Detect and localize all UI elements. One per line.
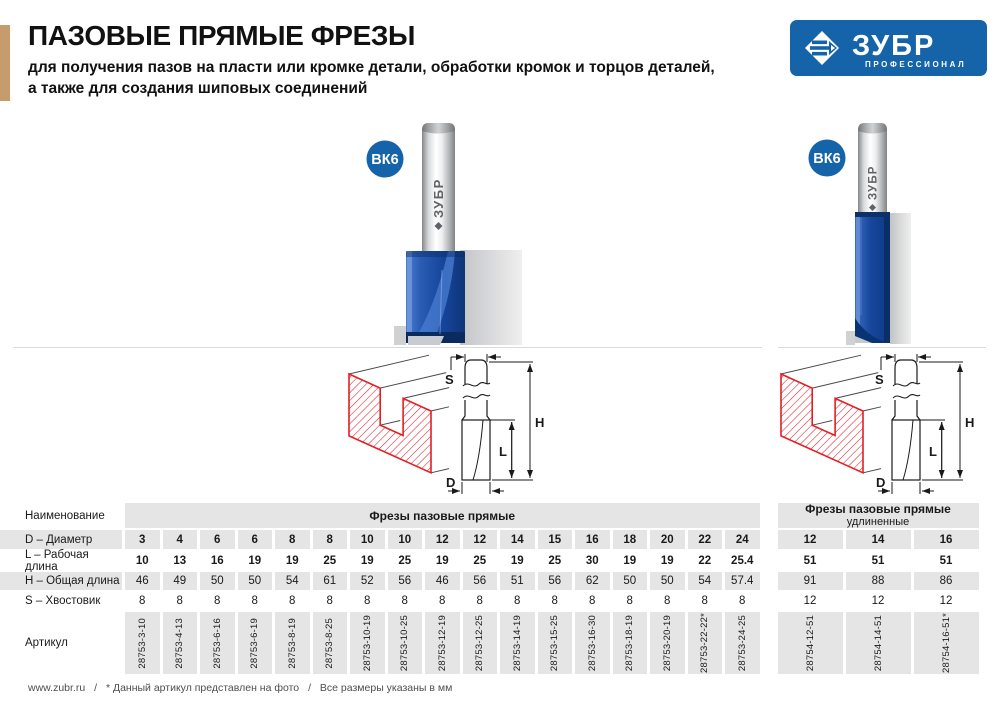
main-d-value: 4 xyxy=(163,530,198,549)
dim-label-d: D xyxy=(446,475,456,490)
table-gap xyxy=(763,612,775,674)
ext-article-number: 28754-16-51* xyxy=(914,612,979,674)
main-l-value: 19 xyxy=(435,554,449,567)
dim-label-h: H xyxy=(535,415,545,430)
dimension-diagram-short xyxy=(340,352,558,502)
main-l-value: 19 xyxy=(510,554,524,567)
main-d-value: 20 xyxy=(650,530,685,549)
main-l-value: 25 xyxy=(398,554,412,567)
footer-separator: / xyxy=(308,682,311,694)
ext-l-value: 51 xyxy=(871,554,885,567)
bit-cutter-head xyxy=(406,251,465,345)
main-h-value: 50 xyxy=(613,572,648,590)
router-bit-photo-long xyxy=(790,110,965,350)
badge-label: ВК6 xyxy=(371,152,399,168)
main-s-value: 8 xyxy=(139,595,146,607)
main-d-value: 10 xyxy=(350,530,385,549)
main-h-value: 56 xyxy=(388,572,423,590)
dimension-diagram-long xyxy=(772,352,990,502)
subtitle-line-1: для получения пазов на пласти или кромке детали, обработки кромок и торцов деталей, xyxy=(28,59,715,76)
main-l-value: 30 xyxy=(585,554,599,567)
grooved-workpiece-drawing xyxy=(349,355,449,473)
main-l-value: 10 xyxy=(135,554,149,567)
row-label-d: D – Диаметр xyxy=(0,530,122,549)
main-l-value: 25 xyxy=(473,554,487,567)
row-label-articles: Артикул xyxy=(25,637,68,649)
main-article-number: 28753-24-25 xyxy=(725,612,760,674)
ext-d-value: 14 xyxy=(846,530,911,549)
main-h-value: 46 xyxy=(425,572,460,590)
main-h-value: 56 xyxy=(463,572,498,590)
specification-table xyxy=(0,503,979,674)
main-article-number: 28753-6-16 xyxy=(200,612,235,674)
main-s-value: 8 xyxy=(589,595,596,607)
main-d-value: 8 xyxy=(313,530,348,549)
main-h-value: 50 xyxy=(650,572,685,590)
ext-s-value: 12 xyxy=(939,595,953,607)
logo-wordmark: ЗУБР xyxy=(852,30,936,62)
ext-l-value: 51 xyxy=(939,554,953,567)
main-s-value: 8 xyxy=(326,595,333,607)
ext-s-value: 12 xyxy=(803,595,817,607)
main-l-value: 13 xyxy=(173,554,187,567)
main-article-number: 28753-10-25 xyxy=(388,612,423,674)
main-l-value: 19 xyxy=(285,554,299,567)
footer-url: www.zubr.ru xyxy=(28,682,86,694)
vk6-badge xyxy=(367,141,404,178)
ext-h-value: 88 xyxy=(846,572,911,590)
main-s-value: 8 xyxy=(664,595,671,607)
main-s-value: 8 xyxy=(476,595,483,607)
badge-label: ВК6 xyxy=(813,151,841,167)
main-d-value: 6 xyxy=(238,530,273,549)
ext-l-value: 51 xyxy=(803,554,817,567)
accent-bar xyxy=(0,25,10,101)
dim-label-d: D xyxy=(876,475,886,490)
main-s-value: 8 xyxy=(251,595,258,607)
main-article-number: 28753-10-19 xyxy=(350,612,385,674)
main-l-value: 19 xyxy=(660,554,674,567)
main-l-value: 25.4 xyxy=(731,554,754,567)
router-bit-photo-short xyxy=(350,110,525,350)
main-article-number: 28753-12-25 xyxy=(463,612,498,674)
vk6-badge xyxy=(809,140,846,177)
main-article-number: 28753-12-19 xyxy=(425,612,460,674)
main-l-value: 22 xyxy=(698,554,712,567)
divider-line xyxy=(778,347,986,348)
page-title: ПАЗОВЫЕ ПРЯМЫЕ ФРЕЗЫ xyxy=(28,20,416,51)
divider-line xyxy=(13,347,762,348)
main-s-value: 8 xyxy=(364,595,371,607)
ext-d-value: 16 xyxy=(914,530,979,549)
main-l-value: 25 xyxy=(548,554,562,567)
ext-h-value: 91 xyxy=(778,572,843,590)
main-d-value: 14 xyxy=(500,530,535,549)
main-s-value: 8 xyxy=(514,595,521,607)
main-l-value: 19 xyxy=(623,554,637,567)
ext-s-value: 12 xyxy=(871,595,885,607)
main-table-title: Фрезы пазовые прямые xyxy=(125,503,760,528)
logo-subtext: ПРОФЕССИОНАЛ xyxy=(865,60,967,69)
table-gap xyxy=(763,530,775,549)
table-gap xyxy=(763,551,775,570)
bit-outline-drawing xyxy=(875,354,974,494)
ext-d-value: 12 xyxy=(778,530,843,549)
dim-label-l: L xyxy=(499,444,507,459)
bit-cutter-body xyxy=(855,212,890,343)
dim-label-s: S xyxy=(445,372,454,387)
photo-backdrop xyxy=(460,250,522,345)
main-s-value: 8 xyxy=(739,595,746,607)
main-s-value: 8 xyxy=(176,595,183,607)
main-h-value: 62 xyxy=(575,572,610,590)
main-l-value: 19 xyxy=(248,554,262,567)
main-l-value: 19 xyxy=(360,554,374,567)
main-article-number: 28753-6-19 xyxy=(238,612,273,674)
ext-article-number: 28754-12-51 xyxy=(778,612,843,674)
shank-brand-text: ЗУБР xyxy=(867,165,880,200)
main-d-value: 22 xyxy=(688,530,723,549)
page-footer xyxy=(28,682,458,694)
main-article-number: 28753-3-10 xyxy=(125,612,160,674)
dim-label-s: S xyxy=(875,372,884,387)
main-d-value: 10 xyxy=(388,530,423,549)
main-s-value: 8 xyxy=(401,595,408,607)
main-l-value: 25 xyxy=(323,554,337,567)
main-h-value: 57.4 xyxy=(725,572,760,590)
row-label-name: Наименование xyxy=(25,509,105,522)
main-article-number: 28753-4-13 xyxy=(163,612,198,674)
main-s-value: 8 xyxy=(439,595,446,607)
page-subtitle xyxy=(28,57,715,99)
main-article-number: 28753-22-22* xyxy=(688,612,723,674)
main-s-value: 8 xyxy=(701,595,708,607)
main-d-value: 15 xyxy=(538,530,573,549)
main-article-number: 28753-20-19 xyxy=(650,612,685,674)
main-article-number: 28753-14-19 xyxy=(500,612,535,674)
ext-article-number: 28754-14-51 xyxy=(846,612,911,674)
main-s-value: 8 xyxy=(551,595,558,607)
main-h-value: 52 xyxy=(350,572,385,590)
subtitle-line-2: а также для создания шиповых соединений xyxy=(28,80,368,97)
grooved-workpiece-drawing xyxy=(781,355,881,473)
main-d-value: 18 xyxy=(613,530,648,549)
main-d-value: 8 xyxy=(275,530,310,549)
main-h-value: 51 xyxy=(500,572,535,590)
main-d-value: 12 xyxy=(463,530,498,549)
main-s-value: 8 xyxy=(214,595,221,607)
main-h-value: 61 xyxy=(313,572,348,590)
main-d-value: 6 xyxy=(200,530,235,549)
dim-label-l: L xyxy=(929,444,937,459)
main-h-value: 49 xyxy=(163,572,198,590)
main-article-number: 28753-18-19 xyxy=(613,612,648,674)
main-d-value: 3 xyxy=(125,530,160,549)
main-h-value: 56 xyxy=(538,572,573,590)
main-d-value: 16 xyxy=(575,530,610,549)
dim-label-h: H xyxy=(965,415,975,430)
row-label-h: H – Общая длина xyxy=(0,572,122,590)
main-h-value: 50 xyxy=(238,572,273,590)
main-article-number: 28753-15-25 xyxy=(538,612,573,674)
main-d-value: 24 xyxy=(725,530,760,549)
photo-backdrop xyxy=(890,213,911,344)
zubr-logo xyxy=(790,20,987,76)
table-gap xyxy=(763,572,775,590)
main-article-number: 28753-8-19 xyxy=(275,612,310,674)
main-h-value: 54 xyxy=(688,572,723,590)
main-h-value: 54 xyxy=(275,572,310,590)
shank-brand-text: ЗУБР xyxy=(431,178,446,218)
ext-table-title: Фрезы пазовые прямые удлиненные xyxy=(778,503,979,528)
table-gap xyxy=(763,503,775,528)
bit-shank xyxy=(858,123,887,214)
main-l-value: 16 xyxy=(210,554,224,567)
main-article-number: 28753-16-30 xyxy=(575,612,610,674)
zubr-beaver-icon xyxy=(804,30,840,66)
table-gap xyxy=(763,592,775,610)
row-label-l: L – Рабочая длина xyxy=(25,548,89,573)
footer-note-photo: * Данный артикул представлен на фото xyxy=(105,682,300,694)
main-h-value: 50 xyxy=(200,572,235,590)
ext-h-value: 86 xyxy=(914,572,979,590)
main-h-value: 46 xyxy=(125,572,160,590)
main-d-value: 12 xyxy=(425,530,460,549)
footer-separator: / xyxy=(94,682,98,694)
row-label-s: S – Хвостовик xyxy=(25,595,101,607)
main-article-number: 28753-8-25 xyxy=(313,612,348,674)
bit-shank xyxy=(422,123,455,251)
bit-outline-drawing xyxy=(445,354,544,494)
footer-note-units: Все размеры указаны в мм xyxy=(319,682,453,694)
main-s-value: 8 xyxy=(289,595,296,607)
main-s-value: 8 xyxy=(626,595,633,607)
